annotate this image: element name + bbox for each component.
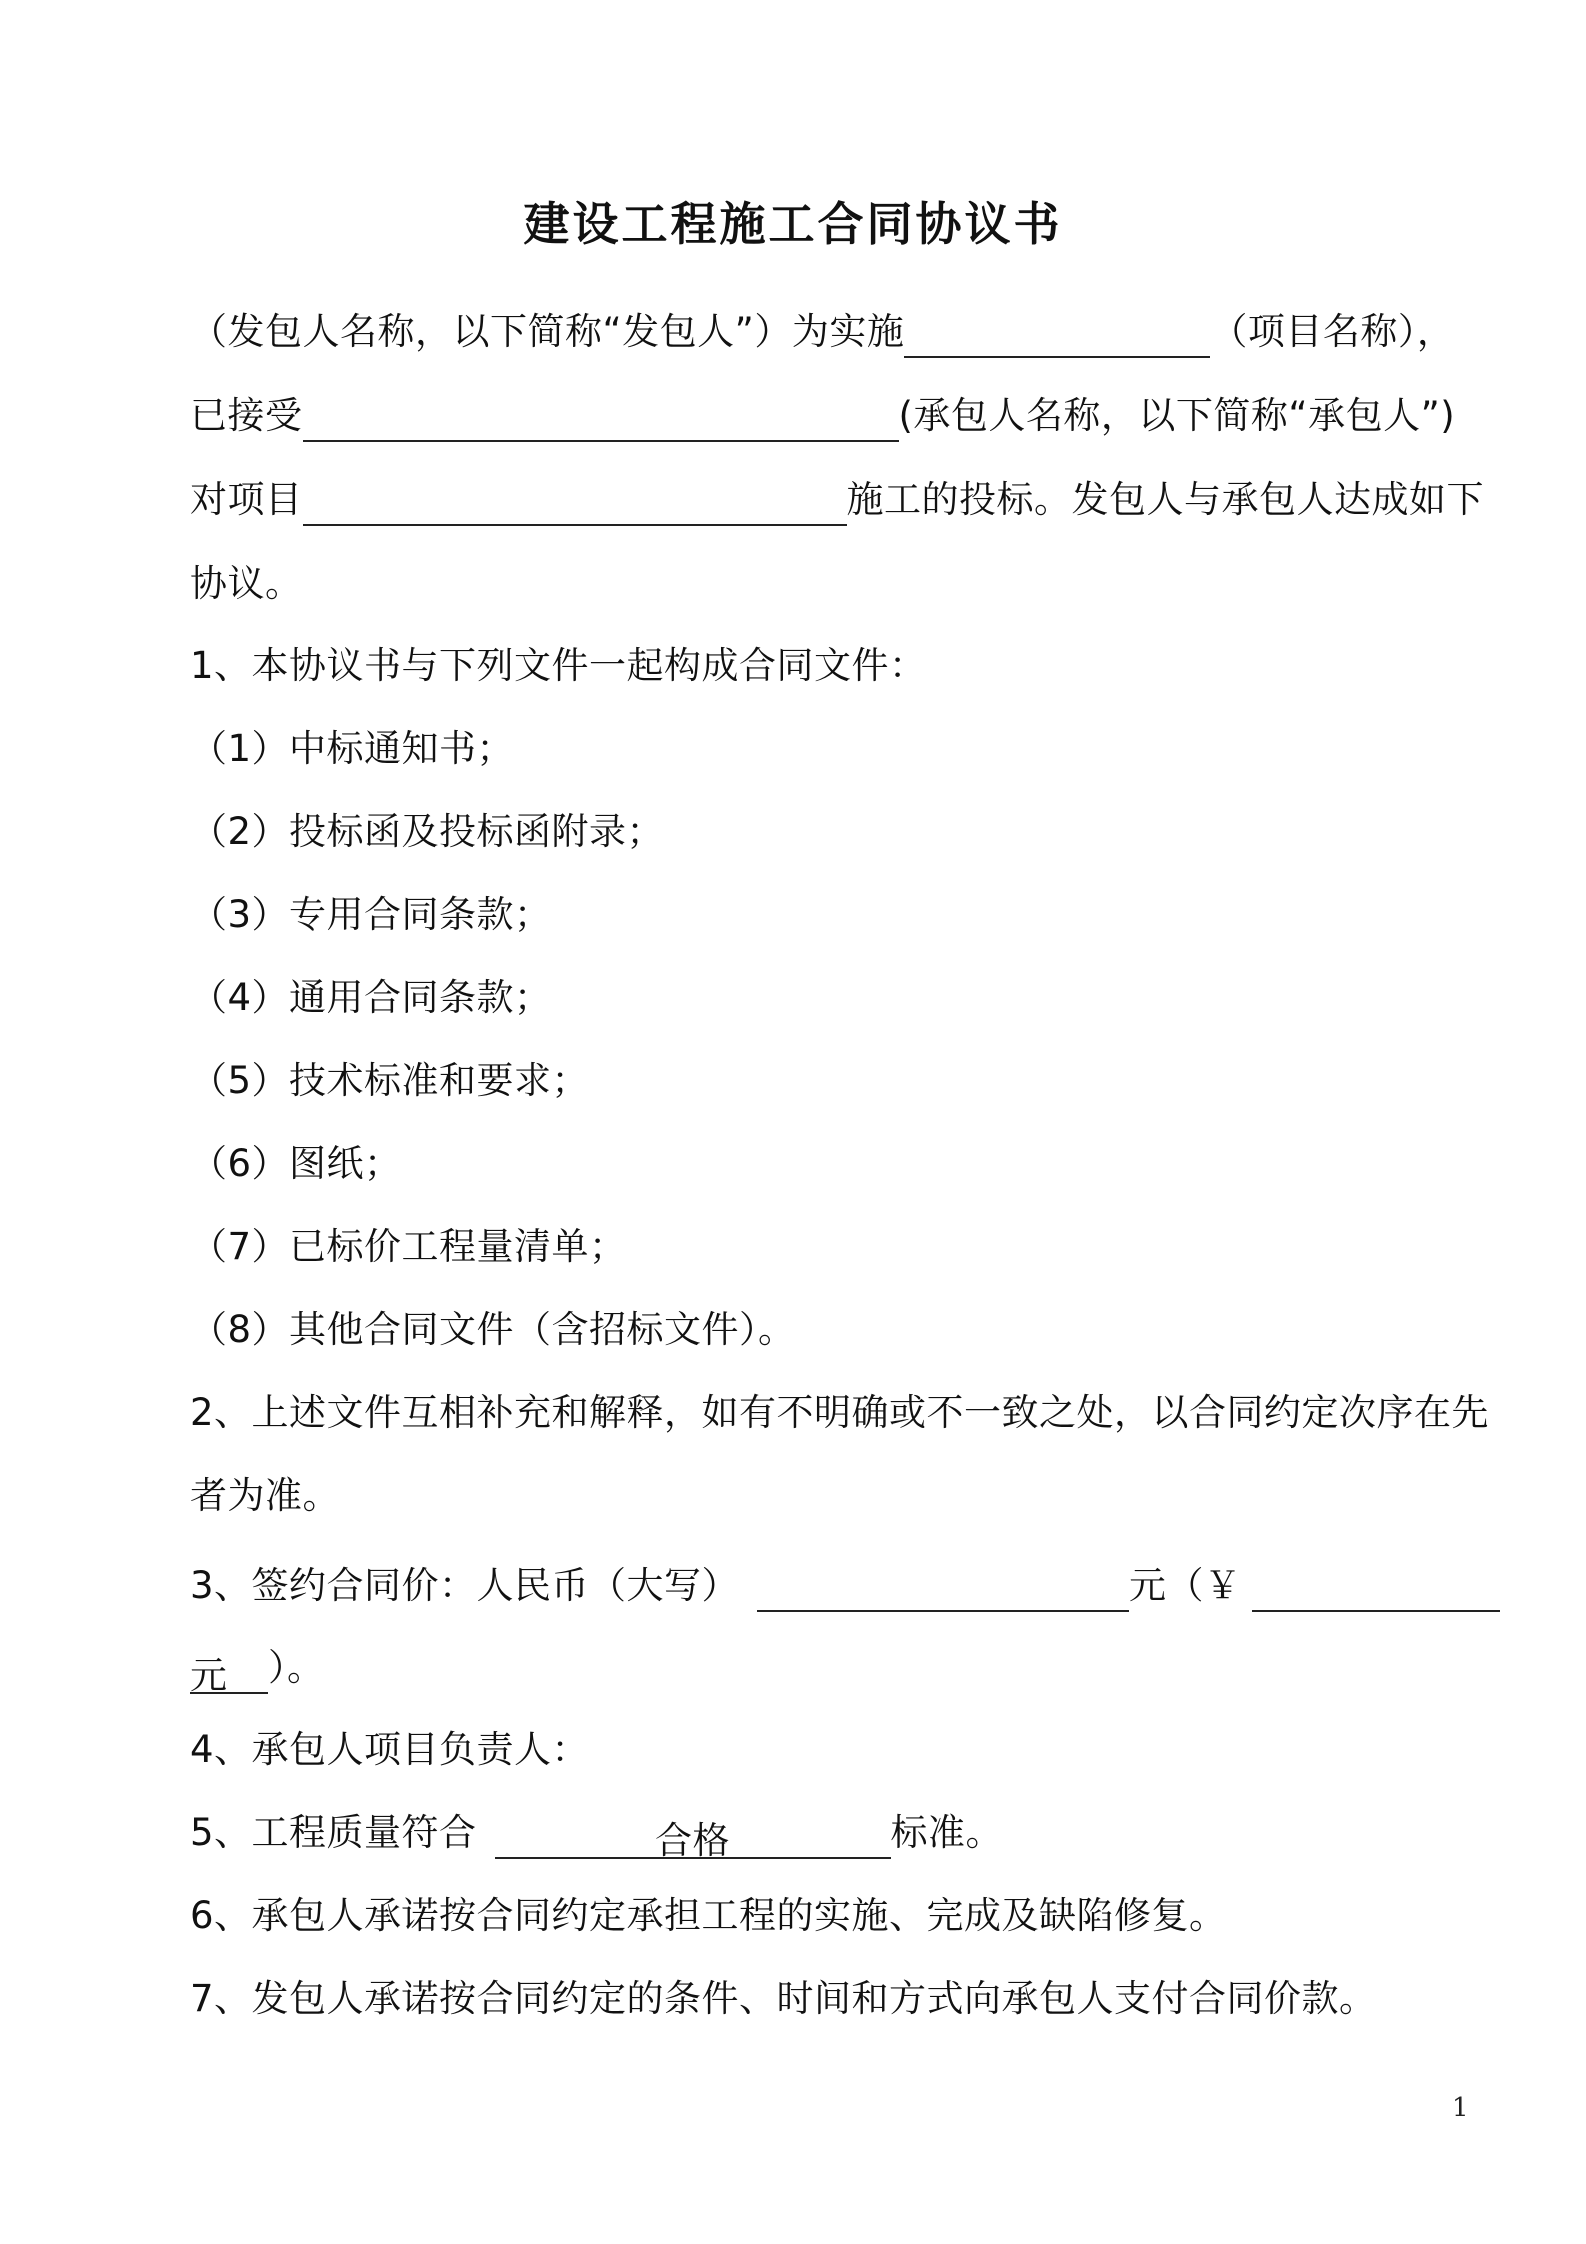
clause-1-item: （3）专用合同条款； [190,893,552,936]
project-blank[interactable] [303,482,847,526]
clause-5-start: 5、工程质量符合 [190,1811,477,1854]
clause-2-line-1: 2、上述文件互相补充和解释，如有不明确或不一致之处，以合同约定次序在先 [190,1391,1490,1434]
clause-3-line-2 [190,1642,325,1697]
clause-5 [190,1807,1004,1862]
contract-price-unit: 元 [190,1650,268,1694]
clause-1-item: （2）投标函及投标函附录； [190,810,665,853]
clause-1-item: （4）通用合同条款； [190,976,552,1019]
clause-6: 6、承包人承诺按合同约定承担工程的实施、完成及缺陷修复。 [190,1894,1227,1937]
clause-3-mid: 元（￥ [1129,1564,1242,1607]
clause-1-item: （8）其他合同文件（含招标文件）。 [190,1308,796,1351]
clause-1: 1、本协议书与下列文件一起构成合同文件： [190,644,927,687]
clause-4: 4、承包人项目负责人： [190,1728,590,1771]
project-name-blank[interactable] [904,314,1210,358]
clause-1-item: （6）图纸； [190,1142,402,1185]
clause-1-item: （7）已标价工程量清单； [190,1225,627,1268]
clause-1-item: （5）技术标准和要求； [190,1059,590,1102]
preamble-line-1-start: （发包人名称，以下简称“发包人”）为实施 [190,310,905,353]
preamble-line-4: 协议。 [190,562,303,605]
preamble-line-3-start: 对项目 [190,478,303,521]
clause-5-end: 标准。 [890,1811,1004,1854]
preamble-line-3-end: 施工的投标。发包人与承包人达成如下 [846,478,1484,521]
preamble-line-3 [190,474,1484,526]
preamble-line-1 [190,306,1454,358]
quality-standard-field[interactable]: 合格 [495,1815,891,1859]
contract-price-words-blank[interactable] [757,1568,1129,1612]
preamble-line-2-end: (承包人名称，以下简称“承包人”) [898,394,1456,437]
preamble-line-1-end: （项目名称）， [1210,310,1455,353]
clause-1-item: （1）中标通知书； [190,727,515,770]
clause-7: 7、发包人承诺按合同约定的条件、时间和方式向承包人支付合同价款。 [190,1977,1377,2020]
document-title: 建设工程施工合同协议书 [523,197,1063,251]
clause-2-line-2: 者为准。 [190,1474,340,1517]
contractor-name-blank[interactable] [303,398,899,442]
clause-3-end: ）。 [268,1646,325,1689]
preamble-line-2-start: 已接受 [190,394,303,437]
clause-3-start: 3、签约合同价：人民币（大写） [190,1564,740,1607]
contract-price-amount-blank[interactable] [1252,1568,1500,1612]
clause-3-line-1 [190,1560,1500,1612]
preamble-line-2 [190,390,1455,442]
page-number: 1 [1452,2093,1470,2123]
